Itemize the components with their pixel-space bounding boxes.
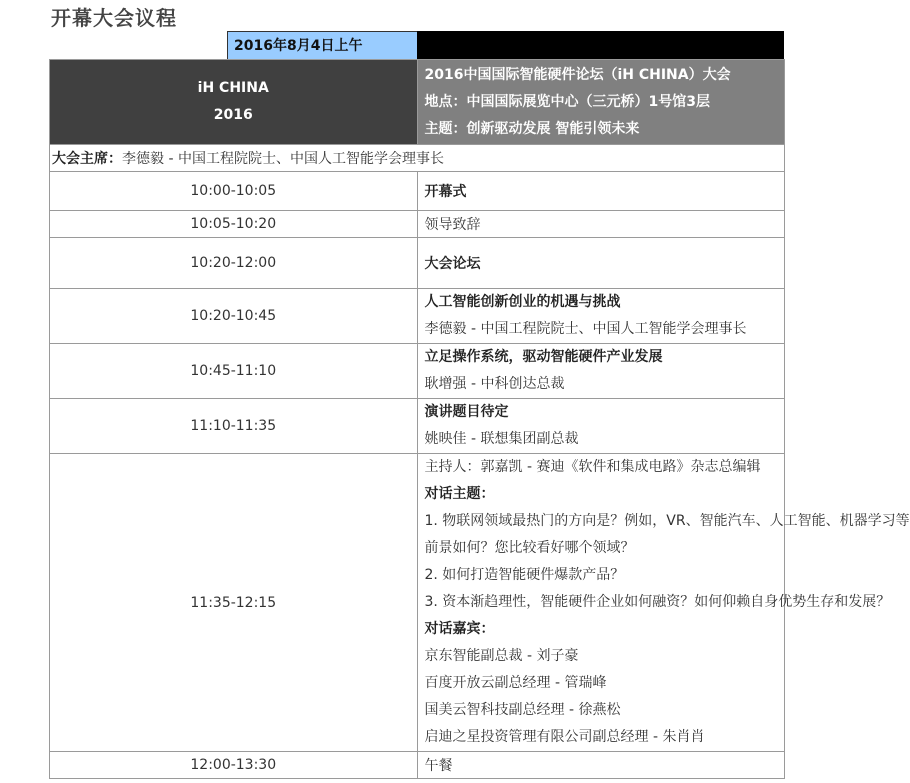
session-title: 演讲题目待定 (424, 404, 509, 420)
event-header-row (50, 60, 785, 145)
panel-guest: 百度开放云副总经理 - 管瑞峰 (424, 675, 607, 691)
brand-year: 2016 (213, 107, 253, 123)
table-row (50, 289, 785, 344)
panel-guest: 启迪之星投资管理有限公司副总经理 - 朱肖肖 (424, 729, 705, 745)
panel-guests-label: 对话嘉宾： (424, 621, 495, 637)
time-cell: 10:00-10:05 (50, 172, 418, 211)
session-title: 人工智能创新创业的机遇与挑战 (424, 294, 621, 310)
time-cell: 10:45-11:10 (50, 344, 418, 399)
table-row (50, 172, 785, 211)
chair-label: 大会主席： (52, 151, 122, 167)
panel-guest: 国美云智科技副总经理 - 徐燕松 (424, 702, 621, 718)
panel-host: 主持人：郭嘉凯 - 赛迪《软件和集成电路》杂志总编辑 (424, 459, 761, 475)
panel-topic: 前景如何？您比较看好哪个领域？ (424, 540, 635, 556)
agenda-table (49, 59, 910, 779)
session-cell (417, 399, 785, 454)
session-cell (417, 344, 785, 399)
table-row (50, 454, 785, 752)
panel-cell (417, 454, 910, 752)
session-cell (417, 289, 785, 344)
time-cell: 10:05-10:20 (50, 211, 418, 238)
table-row (50, 752, 785, 779)
session-speaker: 耿增强 - 中科创达总裁 (424, 376, 565, 392)
chair-value: 李德毅 - 中国工程院院士、中国人工智能学会理事长 (122, 151, 444, 167)
brand-cell (50, 60, 418, 145)
session-speaker: 李德毅 - 中国工程院院士、中国人工智能学会理事长 (424, 321, 747, 337)
chair-cell (50, 145, 785, 172)
table-row (50, 344, 785, 399)
table-row (50, 238, 785, 289)
time-cell: 11:35-12:15 (50, 454, 418, 752)
session-date: 2016年8月4日上午 (227, 31, 417, 59)
table-row (50, 211, 785, 238)
time-cell: 10:20-10:45 (50, 289, 418, 344)
session-title: 立足操作系统，驱动智能硬件产业发展 (424, 349, 663, 365)
event-info-cell (417, 60, 785, 145)
event-theme: 主题：创新驱动发展 智能引领未来 (424, 120, 640, 137)
date-header-spacer (49, 31, 227, 59)
brand-name: iH CHINA (197, 80, 269, 96)
session-text: 午餐 (417, 752, 785, 779)
session-title: 大会论坛 (417, 238, 785, 289)
event-name: 2016中国国际智能硬件论坛（iH CHINA）大会 (424, 66, 731, 83)
panel-topic: 3. 资本渐趋理性，智能硬件企业如何融资？如何仰赖自身优势生存和发展？ (424, 594, 891, 610)
panel-topic: 2. 如何打造智能硬件爆款产品？ (424, 567, 625, 583)
event-venue: 地点：中国国际展览中心（三元桥）1号馆3层 (424, 93, 710, 110)
session-text: 领导致辞 (417, 211, 785, 238)
panel-guest: 京东智能副总裁 - 刘子豪 (424, 648, 579, 664)
time-cell: 10:20-12:00 (50, 238, 418, 289)
page-title: 开幕大会议程 (51, 6, 177, 30)
session-title: 开幕式 (417, 172, 785, 211)
panel-topic: 1. 物联网领域最热门的方向是？例如，VR、智能汽车、人工智能、机器学习等 (424, 513, 910, 529)
chair-row (50, 145, 785, 172)
session-speaker: 姚映佳 - 联想集团副总裁 (424, 431, 579, 447)
time-cell: 12:00-13:30 (50, 752, 418, 779)
table-row (50, 399, 785, 454)
panel-topics-label: 对话主题： (424, 486, 495, 502)
date-header-bar (417, 31, 784, 59)
date-header-row (49, 31, 784, 59)
time-cell: 11:10-11:35 (50, 399, 418, 454)
